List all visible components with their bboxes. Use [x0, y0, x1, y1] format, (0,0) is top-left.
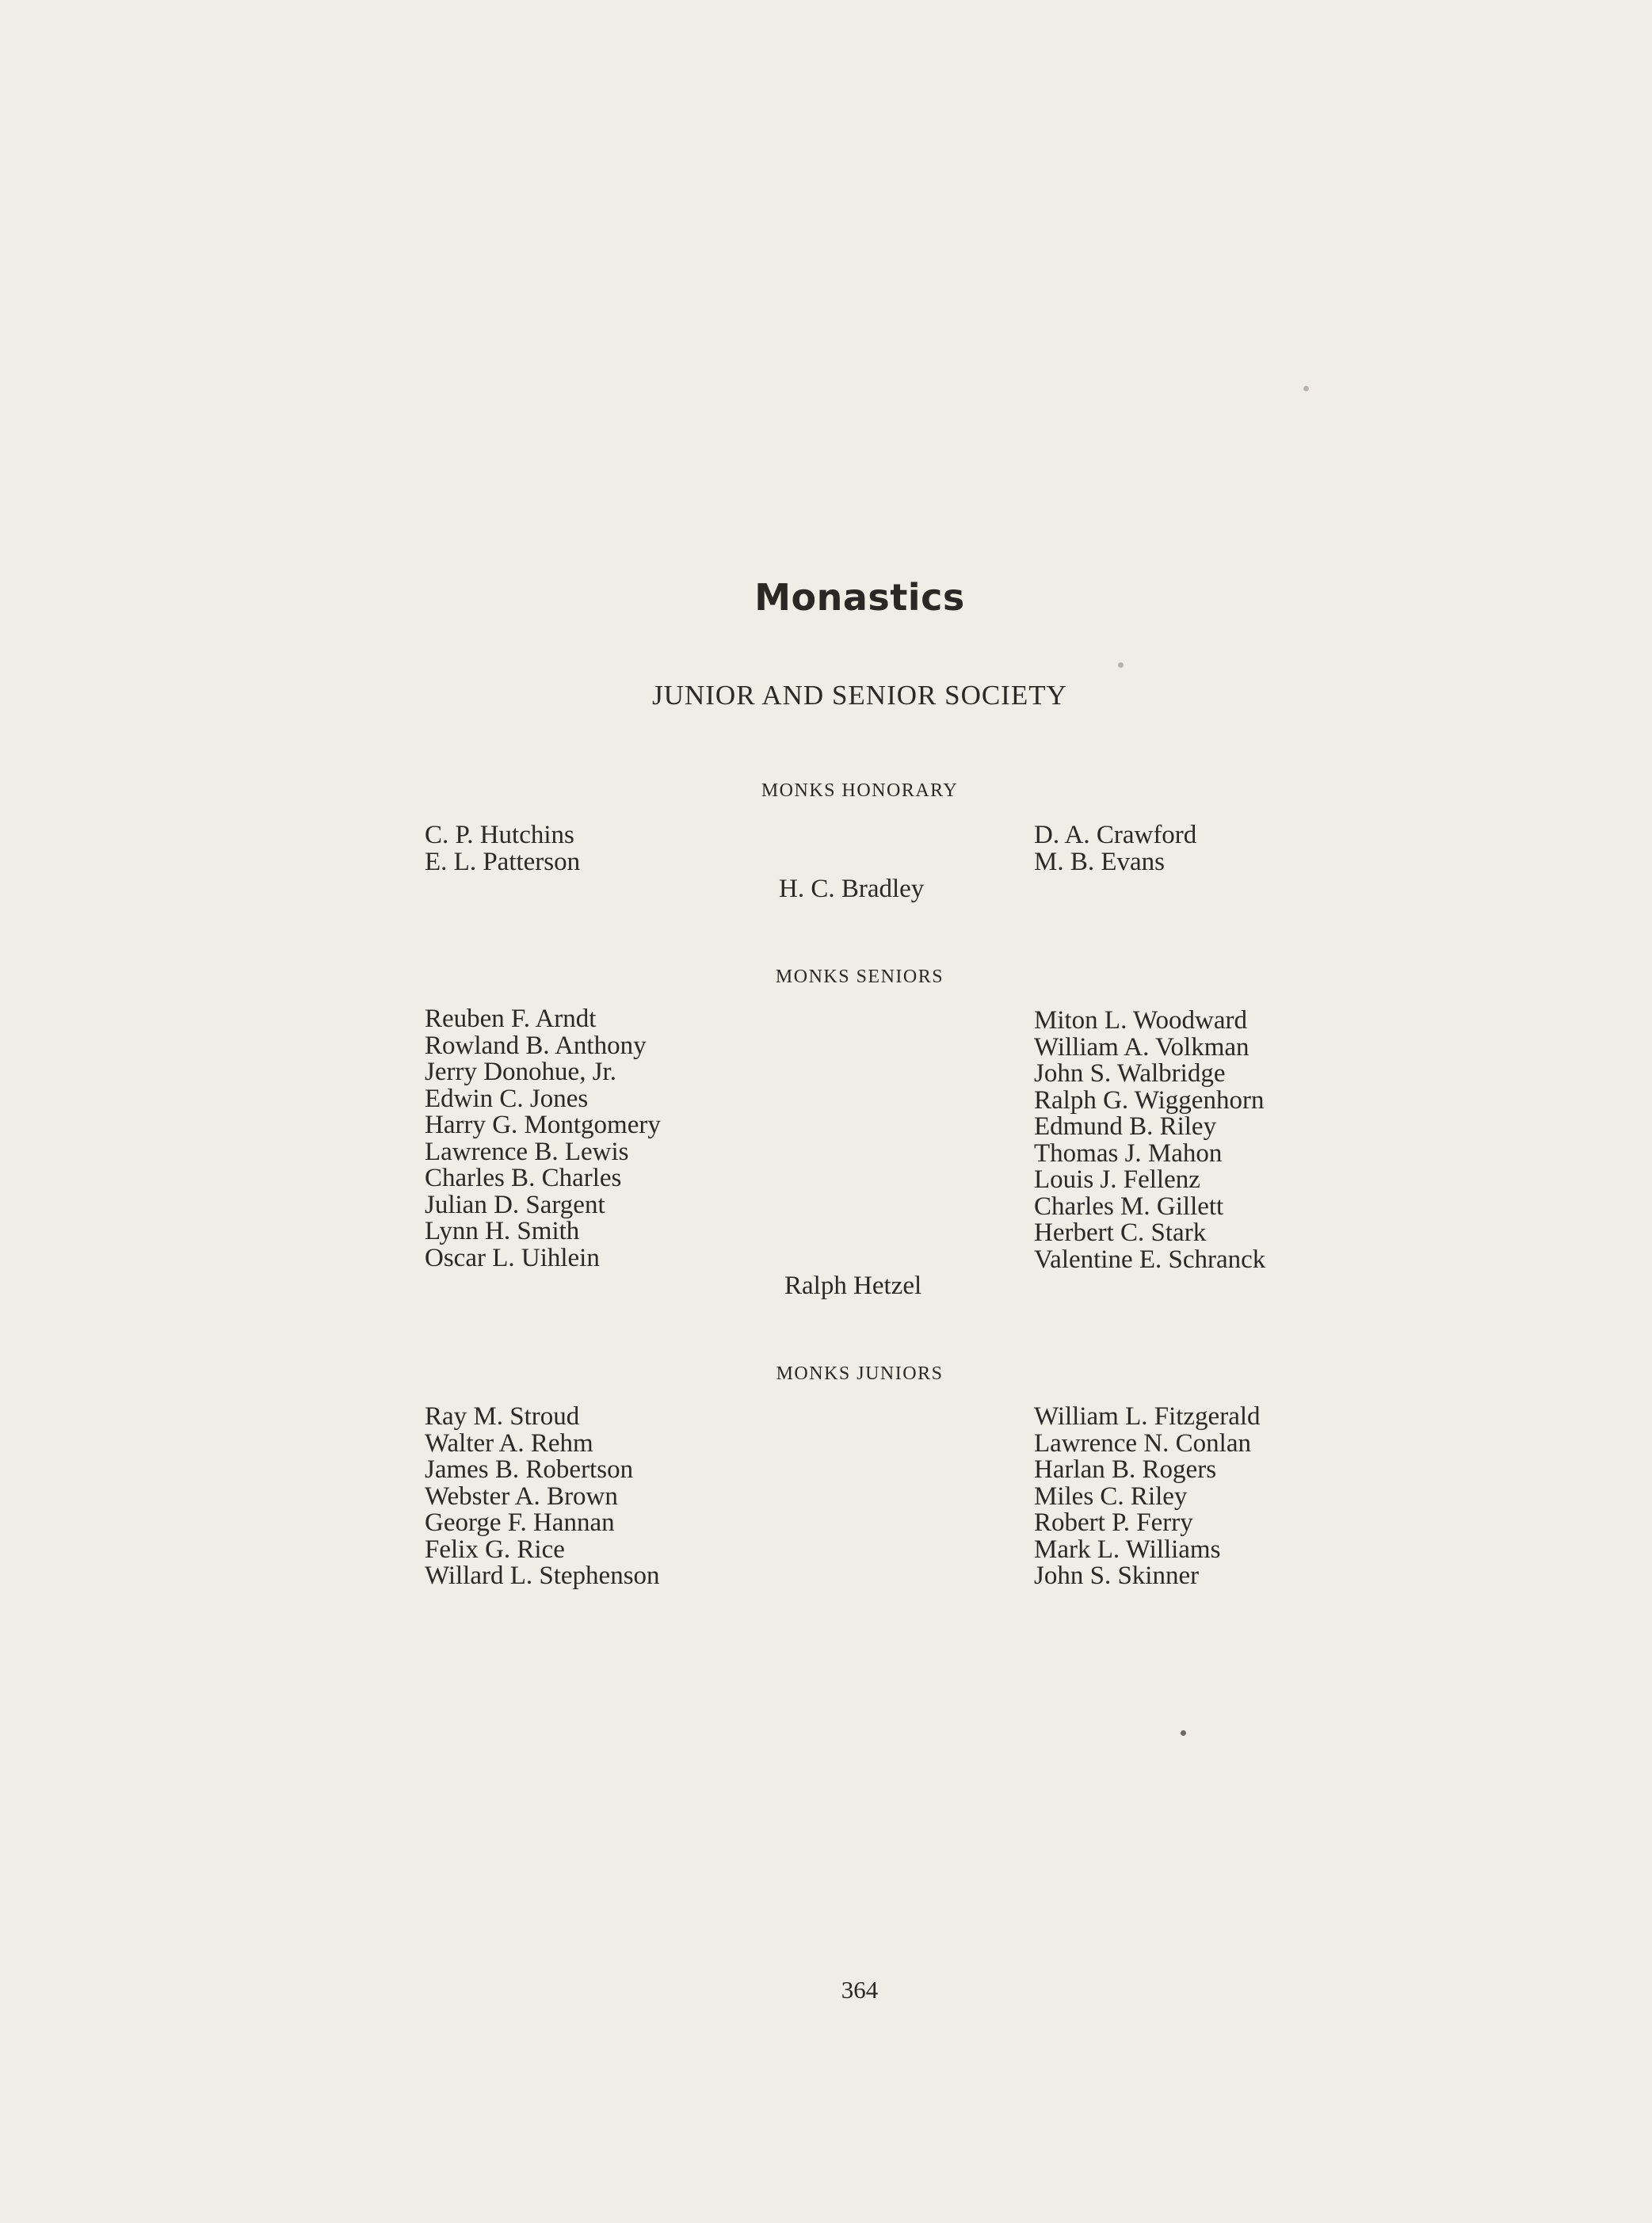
paper-speck	[1118, 662, 1124, 668]
paper-speck	[1303, 386, 1309, 391]
paper-speck	[1181, 1730, 1186, 1736]
member-name: William A. Volkman	[1034, 1032, 1249, 1062]
member-name: George F. Hannan	[425, 1508, 615, 1537]
member-name: Herbert C. Stark	[1034, 1218, 1207, 1247]
page-number: 364	[841, 1976, 879, 2004]
member-name: Willard L. Stephenson	[425, 1561, 660, 1590]
member-name: Julian D. Sargent	[425, 1190, 605, 1219]
juniors-heading: MONKS JUNIORS	[776, 1363, 944, 1384]
page-title: Monastics	[754, 576, 965, 619]
seniors-right-list	[1034, 1008, 1265, 1273]
member-name: John S. Walbridge	[1034, 1059, 1226, 1088]
honorary-heading: MONKS HONORARY	[761, 780, 959, 801]
member-name: Walter A. Rehm	[425, 1428, 593, 1458]
member-name: Louis J. Fellenz	[1034, 1165, 1200, 1194]
member-name: C. P. Hutchins	[425, 821, 574, 849]
member-name: Harry G. Montgomery	[425, 1111, 661, 1139]
member-name: Reuben F. Arndt	[425, 1005, 597, 1033]
seniors-heading: MONKS SENIORS	[775, 967, 944, 987]
member-name: Lawrence N. Conlan	[1034, 1428, 1251, 1458]
member-name: E. L. Patterson	[425, 847, 581, 876]
member-name: D. A. Crawford	[1034, 821, 1197, 849]
member-name: Edmund B. Riley	[1034, 1112, 1217, 1141]
seniors-center-name: Ralph Hetzel	[784, 1272, 922, 1300]
member-name: James B. Robertson	[425, 1455, 634, 1484]
member-name: Ray M. Stroud	[425, 1402, 580, 1431]
member-name: M. B. Evans	[1034, 847, 1165, 876]
juniors-right-list	[1034, 1404, 1261, 1590]
member-name: Lynn H. Smith	[425, 1217, 580, 1245]
member-name: Edwin C. Jones	[425, 1084, 589, 1113]
member-name: Mark L. Williams	[1034, 1535, 1221, 1564]
seniors-left-list	[425, 1006, 661, 1272]
society-subtitle: JUNIOR AND SENIOR SOCIETY	[652, 680, 1067, 711]
member-name: Ralph G. Wiggenhorn	[1034, 1085, 1265, 1115]
member-name: Robert P. Ferry	[1034, 1508, 1193, 1537]
member-name: Miton L. Woodward	[1034, 1006, 1247, 1035]
member-name: John S. Skinner	[1034, 1561, 1200, 1590]
honorary-right-list	[1034, 822, 1196, 875]
member-name: Harlan B. Rogers	[1034, 1455, 1217, 1484]
member-name: Jerry Donohue, Jr.	[425, 1058, 616, 1086]
member-name: Oscar L. Uihlein	[425, 1243, 600, 1272]
member-name: Miles C. Riley	[1034, 1481, 1188, 1511]
member-name: Webster A. Brown	[425, 1481, 618, 1511]
member-name: William L. Fitzgerald	[1034, 1402, 1261, 1431]
member-name: Charles M. Gillett	[1034, 1192, 1224, 1221]
honorary-center-name: H. C. Bradley	[779, 875, 925, 903]
member-name: Lawrence B. Lewis	[425, 1137, 629, 1166]
member-name: Rowland B. Anthony	[425, 1031, 647, 1060]
member-name: Charles B. Charles	[425, 1164, 622, 1192]
honorary-left-list	[425, 822, 580, 875]
member-name: Thomas J. Mahon	[1034, 1138, 1223, 1168]
juniors-left-list	[425, 1404, 660, 1590]
member-name: Valentine E. Schranck	[1034, 1245, 1266, 1274]
member-name: Felix G. Rice	[425, 1535, 565, 1564]
